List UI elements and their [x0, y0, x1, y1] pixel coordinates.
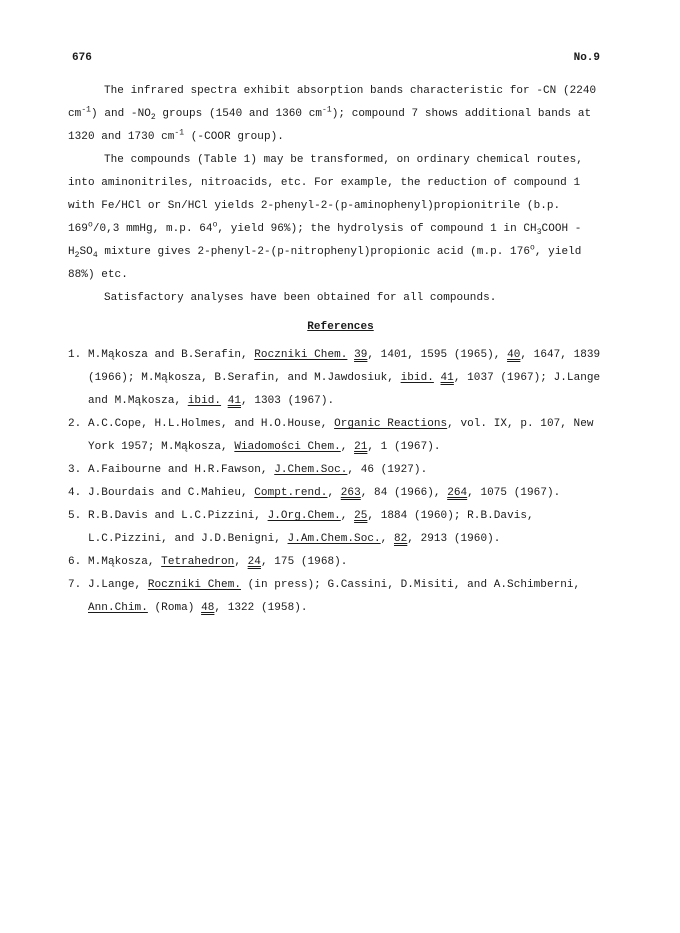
- volume-number: 40: [507, 349, 521, 361]
- reference-number: 6.: [68, 556, 82, 568]
- text-run: ,: [340, 510, 355, 522]
- text-run: J.Lange,: [88, 579, 148, 591]
- references-heading-text: References: [307, 321, 374, 333]
- subscript: 4: [92, 251, 98, 261]
- text-run: , 1037 (1967); J.Lange and M.Mąkosza,: [88, 372, 601, 407]
- volume-number: 82: [393, 533, 408, 545]
- text-run: , 175 (1968).: [260, 556, 348, 568]
- text-run: , 1 (1967).: [367, 441, 441, 453]
- references-heading: [68, 316, 613, 339]
- volume-number: 24: [247, 556, 261, 568]
- journal-name: J.Org.Chem.: [267, 510, 341, 522]
- text-run: A.C.Cope, H.L.Holmes, and H.O.House,: [88, 418, 335, 430]
- text-run: M.Mąkosza and B.Serafin,: [88, 349, 255, 361]
- paragraph-ir-spectra: [68, 80, 613, 149]
- text-run: ,: [327, 487, 341, 499]
- text-run: mixture gives 2-phenyl-2-(p-nitrophenyl)propionic acid (m.p. 176: [97, 246, 531, 258]
- text-run: ,: [340, 441, 355, 453]
- volume-number: 21: [354, 441, 368, 453]
- reference-item: [68, 551, 613, 574]
- volume-number: 41: [227, 395, 242, 407]
- reference-item: [68, 505, 613, 551]
- text-run: , 1303 (1967).: [241, 395, 335, 407]
- text-run: ) and -NO: [91, 108, 151, 120]
- superscript: -1: [81, 105, 92, 115]
- journal-name: ibid.: [400, 372, 434, 384]
- journal-name: ibid.: [187, 395, 222, 407]
- reference-number: 1.: [68, 349, 82, 361]
- superscript: -1: [174, 128, 185, 138]
- text-run: groups (1540 and 1360 cm: [155, 108, 323, 120]
- reference-number: 4.: [68, 487, 82, 499]
- body-text: [68, 80, 613, 620]
- volume-number: 25: [354, 510, 368, 522]
- superscript: o: [212, 220, 218, 230]
- superscript: o: [87, 220, 93, 230]
- text-run: The infrared spectra exhibit absorption bands characteristic for -CN: [104, 85, 557, 97]
- text-run: COOH - H: [68, 223, 582, 258]
- journal-name: J.Am.Chem.Soc.: [287, 533, 381, 545]
- text-run: ,: [380, 533, 394, 545]
- journal-name: Roczniki Chem.: [254, 349, 348, 361]
- superscript: -1: [322, 105, 332, 115]
- text-run: SO: [79, 246, 93, 258]
- text-run: (Roma): [147, 602, 202, 614]
- journal-name: Compt.rend.: [254, 487, 328, 499]
- text-run: , 1075 (1967).: [467, 487, 561, 499]
- subscript: 2: [74, 251, 80, 261]
- volume-number: 263: [340, 487, 361, 499]
- text-run: A.Faibourne and H.R.Fawson,: [88, 464, 275, 476]
- volume-number: 41: [440, 372, 454, 384]
- text-run: , 1401, 1595 (1965),: [367, 349, 508, 361]
- text-run: (2240 cm: [68, 85, 597, 120]
- journal-name: Organic Reactions: [334, 418, 448, 430]
- reference-item: [68, 482, 613, 505]
- text-run: , 2913 (1960).: [407, 533, 501, 545]
- journal-name: Roczniki Chem.: [147, 579, 241, 591]
- text-run: /0,3 mmHg, m.p. 64: [92, 223, 213, 235]
- reference-item: [68, 413, 613, 459]
- text-run: , vol. IX, p. 107, New York 1957; M.Mąkosza,: [88, 418, 594, 453]
- reference-item: [68, 574, 613, 620]
- subscript: 3: [536, 228, 542, 238]
- journal-name: Wiadomości Chem.: [234, 441, 341, 453]
- subscript: 2: [150, 113, 156, 123]
- text-run: M.Mąkosza,: [88, 556, 162, 568]
- text-run: J.Bourdais and C.Mahieu,: [88, 487, 255, 499]
- text-run: [221, 395, 228, 407]
- superscript: o: [530, 243, 535, 253]
- reference-item: [68, 344, 613, 413]
- page-number: 676: [72, 52, 92, 64]
- volume-number: 264: [447, 487, 468, 499]
- text-run: (-COOR group).: [184, 131, 284, 143]
- reference-item: [68, 459, 613, 482]
- text-run: , 84 (1966),: [360, 487, 448, 499]
- text-run: [434, 372, 441, 384]
- issue-number: No.9: [573, 52, 600, 64]
- reference-number: 5.: [68, 510, 82, 522]
- text-run: The compounds (Table 1) may be transformed, on ordinary chemical routes, into aminonitriles, nitroacids, etc. For example, the reduction of compound 1 with Fe/HCl or Sn/HCl yields 2-phenyl-2-(p-aminophenyl)propionitrile (b.p. 169: [68, 154, 583, 235]
- volume-number: 39: [354, 349, 368, 361]
- volume-number: 48: [201, 602, 215, 614]
- text-run: , 1322 (1958).: [214, 602, 308, 614]
- reference-number: 2.: [68, 418, 82, 430]
- journal-name: Tetrahedron: [161, 556, 235, 568]
- text-run: ); compound 7 shows additional bands at 1320 and 1730 cm: [68, 108, 592, 143]
- text-run: , 1647, 1839 (1966); M.Mąkosza, B.Serafin, and M.Jawdosiuk,: [88, 349, 601, 384]
- text-run: , 46 (1927).: [347, 464, 428, 476]
- text-run: , 1884 (1960); R.B.Davis, L.C.Pizzini, and J.D.Benigni,: [88, 510, 534, 545]
- text-run: ,: [234, 556, 248, 568]
- text-run: , yield 88%) etc.: [68, 246, 582, 281]
- paragraph-transformations: [68, 149, 613, 287]
- reference-number: 3.: [68, 464, 82, 476]
- text-run: R.B.Davis and L.C.Pizzini,: [88, 510, 268, 522]
- text-run: (in press); G.Cassini, D.Misiti, and A.Schimberni,: [241, 579, 581, 591]
- journal-name: J.Chem.Soc.: [274, 464, 348, 476]
- text-run: , yield 96%); the hydrolysis of compound 1 in CH: [217, 223, 537, 235]
- journal-name: Ann.Chim.: [88, 602, 148, 614]
- reference-number: 7.: [68, 579, 82, 591]
- paragraph-analyses: Satisfactory analyses have been obtained for all compounds.: [104, 292, 497, 304]
